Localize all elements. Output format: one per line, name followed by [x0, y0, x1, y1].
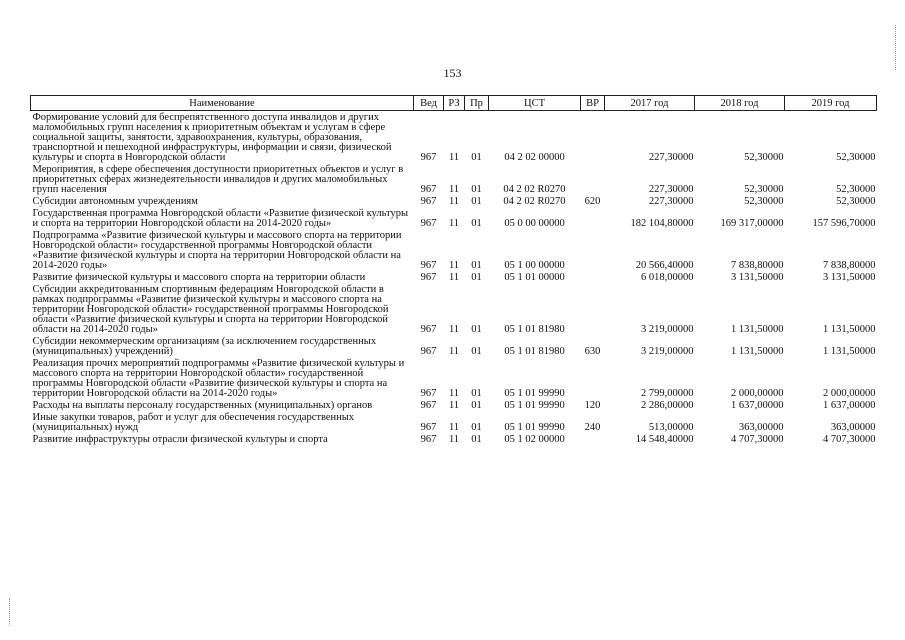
row-2019: 4 707,30000	[823, 434, 876, 445]
row-name: Расходы на выплаты персоналу государственных (муниципальных) органов	[32, 400, 373, 411]
row-rz: 11	[448, 400, 460, 411]
row-2017: 227,30000	[648, 152, 694, 163]
row-vr	[581, 163, 605, 195]
row-cst: 04 2 02 R0270	[503, 196, 566, 207]
row-vr: 120	[584, 400, 601, 411]
table-header-row	[31, 96, 877, 111]
row-name: Субсидии автономным учреждениям	[32, 196, 198, 207]
row-2018: 52,30000	[744, 196, 784, 207]
table-row	[31, 207, 877, 229]
row-2017: 227,30000	[648, 196, 694, 207]
row-pr: 01	[471, 388, 482, 399]
row-2018: 169 317,00000	[720, 218, 784, 229]
row-name: Формирование условий для беспрепятственного доступа инвалидов и других маломобильных групп населения к приоритетным объектам и услугам в сфере социальной защиты, занятости, здравоохранения, культуры, образования, транспортной и пешеходной инфраструктуры, информации и связи, физической культуры и спорта в Новгородской области	[32, 112, 392, 163]
row-2017: 513,00000	[648, 422, 694, 433]
row-2018: 4 707,30000	[731, 434, 784, 445]
table-row	[31, 271, 877, 283]
row-vr	[581, 357, 605, 399]
table-row	[31, 433, 877, 445]
row-2018: 7 838,80000	[731, 260, 784, 271]
row-pr: 01	[471, 324, 482, 335]
row-name: Подпрограмма «Развитие физической культуры и массового спорта на территории Новгородской области» государственной программы Новгородской области «Развитие физической культуры и спорта на территории Новгородской области на 2014-2020 годы»	[32, 230, 402, 271]
row-2018: 2 000,00000	[731, 388, 784, 399]
row-ved: 967	[420, 218, 437, 229]
row-2017: 2 799,00000	[641, 388, 694, 399]
table-row	[31, 229, 877, 271]
row-ved: 967	[420, 346, 437, 357]
row-cst: 05 1 01 81980	[504, 324, 565, 335]
header-2019: 2019 год	[785, 96, 877, 111]
row-cst: 05 1 01 99990	[504, 400, 565, 411]
row-rz: 11	[448, 196, 460, 207]
row-2019: 7 838,80000	[823, 260, 876, 271]
table-row	[31, 357, 877, 399]
row-ved: 967	[420, 260, 437, 271]
row-2019: 52,30000	[836, 152, 876, 163]
row-2018: 52,30000	[744, 152, 784, 163]
row-pr: 01	[471, 272, 482, 283]
row-vr: 630	[584, 346, 601, 357]
row-vr	[581, 433, 605, 445]
row-2017: 3 219,00000	[641, 346, 694, 357]
row-2017: 14 548,40000	[635, 434, 694, 445]
header-rz: РЗ	[444, 96, 465, 111]
table-row	[31, 111, 877, 164]
table-row	[31, 283, 877, 335]
row-ved: 967	[420, 272, 437, 283]
row-cst: 05 1 02 00000	[504, 434, 565, 445]
row-ved: 967	[420, 324, 437, 335]
row-2018: 1 637,00000	[731, 400, 784, 411]
row-pr: 01	[471, 152, 482, 163]
budget-table	[30, 95, 877, 445]
row-pr: 01	[471, 184, 482, 195]
row-name: Государственная программа Новгородской области «Развитие физической культуры и спорта на территории Новгородской области на 2014-2020 годы»	[32, 208, 409, 229]
row-2018: 363,00000	[738, 422, 784, 433]
row-ved: 967	[420, 388, 437, 399]
header-vr: ВР	[581, 96, 605, 111]
row-name: Реализация прочих мероприятий подпрограммы «Развитие физической культуры и массового спорта на территории Новгородской области» государственной программы Новгородской области «Развитие физической культуры и спорта на территории Новгородской области на 2014-2020 годы»	[32, 358, 405, 399]
table-row	[31, 399, 877, 411]
row-2019: 1 131,50000	[823, 324, 876, 335]
row-cst: 05 1 01 99990	[504, 422, 565, 433]
row-rz: 11	[448, 152, 460, 163]
row-ved: 967	[420, 400, 437, 411]
row-ved: 967	[420, 196, 437, 207]
row-2017: 227,30000	[648, 184, 694, 195]
row-2019: 2 000,00000	[823, 388, 876, 399]
table-row	[31, 411, 877, 433]
margin-dots	[895, 25, 897, 70]
table-row	[31, 195, 877, 207]
row-pr: 01	[471, 400, 482, 411]
row-ved: 967	[420, 184, 437, 195]
row-ved: 967	[420, 152, 437, 163]
row-pr: 01	[471, 218, 482, 229]
row-2019: 1 637,00000	[823, 400, 876, 411]
row-rz: 11	[448, 324, 460, 335]
row-2017: 182 104,80000	[630, 218, 694, 229]
header-pr: Пр	[465, 96, 489, 111]
header-name: Наименование	[31, 96, 414, 111]
row-2019: 52,30000	[836, 196, 876, 207]
margin-dots-left	[9, 598, 11, 626]
header-ved: Вед	[414, 96, 444, 111]
row-ved: 967	[420, 422, 437, 433]
row-2019: 363,00000	[830, 422, 876, 433]
row-cst: 05 1 00 00000	[504, 260, 565, 271]
row-2017: 6 018,00000	[641, 272, 694, 283]
row-cst: 05 1 01 81980	[504, 346, 565, 357]
row-name: Развитие инфраструктуры отрасли физической культуры и спорта	[32, 434, 328, 445]
row-pr: 01	[471, 434, 482, 445]
row-2019: 157 596,70000	[812, 218, 876, 229]
row-2017: 3 219,00000	[641, 324, 694, 335]
page-number: 153	[443, 66, 462, 80]
row-2018: 1 131,50000	[731, 324, 784, 335]
header-2018: 2018 год	[695, 96, 785, 111]
row-name: Субсидии некоммерческим организациям (за исключением государственных (муниципальных) учреждений)	[32, 336, 377, 357]
row-rz: 11	[448, 218, 460, 229]
table-row	[31, 163, 877, 195]
row-name: Развитие физической культуры и массового спорта на территории области	[32, 272, 366, 283]
row-name: Иные закупки товаров, работ и услуг для обеспечения государственных (муниципальных) нужд	[32, 412, 355, 433]
row-2019: 52,30000	[836, 184, 876, 195]
row-rz: 11	[448, 272, 460, 283]
header-cst: ЦСТ	[489, 96, 581, 111]
row-cst: 04 2 02 00000	[504, 152, 565, 163]
row-pr: 01	[471, 422, 482, 433]
table-row	[31, 335, 877, 357]
row-vr	[581, 271, 605, 283]
row-2019: 3 131,50000	[823, 272, 876, 283]
row-rz: 11	[448, 260, 460, 271]
row-cst: 05 1 01 00000	[504, 272, 565, 283]
row-name: Мероприятия, в сфере обеспечения доступности приоритетных объектов и услуг в приоритетных сферах жизнедеятельности инвалидов и других маломобильных групп населения	[32, 164, 404, 195]
row-vr: 620	[584, 196, 601, 207]
row-cst: 05 1 01 99990	[504, 388, 565, 399]
row-vr	[581, 207, 605, 229]
row-rz: 11	[448, 388, 460, 399]
row-vr	[581, 111, 605, 164]
row-2018: 1 131,50000	[731, 346, 784, 357]
row-pr: 01	[471, 196, 482, 207]
row-rz: 11	[448, 346, 460, 357]
row-rz: 11	[448, 422, 460, 433]
row-2017: 2 286,00000	[641, 400, 694, 411]
row-cst: 05 0 00 00000	[504, 218, 565, 229]
row-cst: 04 2 02 R0270	[503, 184, 566, 195]
header-2017: 2017 год	[605, 96, 695, 111]
row-2018: 3 131,50000	[731, 272, 784, 283]
row-vr: 240	[584, 422, 601, 433]
row-pr: 01	[471, 346, 482, 357]
row-ved: 967	[420, 434, 437, 445]
row-vr	[581, 229, 605, 271]
row-pr: 01	[471, 260, 482, 271]
row-rz: 11	[448, 434, 460, 445]
row-name: Субсидии аккредитованным спортивным федерациям Новгородской области в рамках подпрограммы «Развитие физической культуры и массового спорта на территории Новгородской области» государственной программы Новгородской области «Развитие физической культуры и спорта на территории Новгородской области на 2014-2020 годы»	[32, 284, 389, 335]
row-2019: 1 131,50000	[823, 346, 876, 357]
row-rz: 11	[448, 184, 460, 195]
row-vr	[581, 283, 605, 335]
row-2017: 20 566,40000	[635, 260, 694, 271]
row-2018: 52,30000	[744, 184, 784, 195]
